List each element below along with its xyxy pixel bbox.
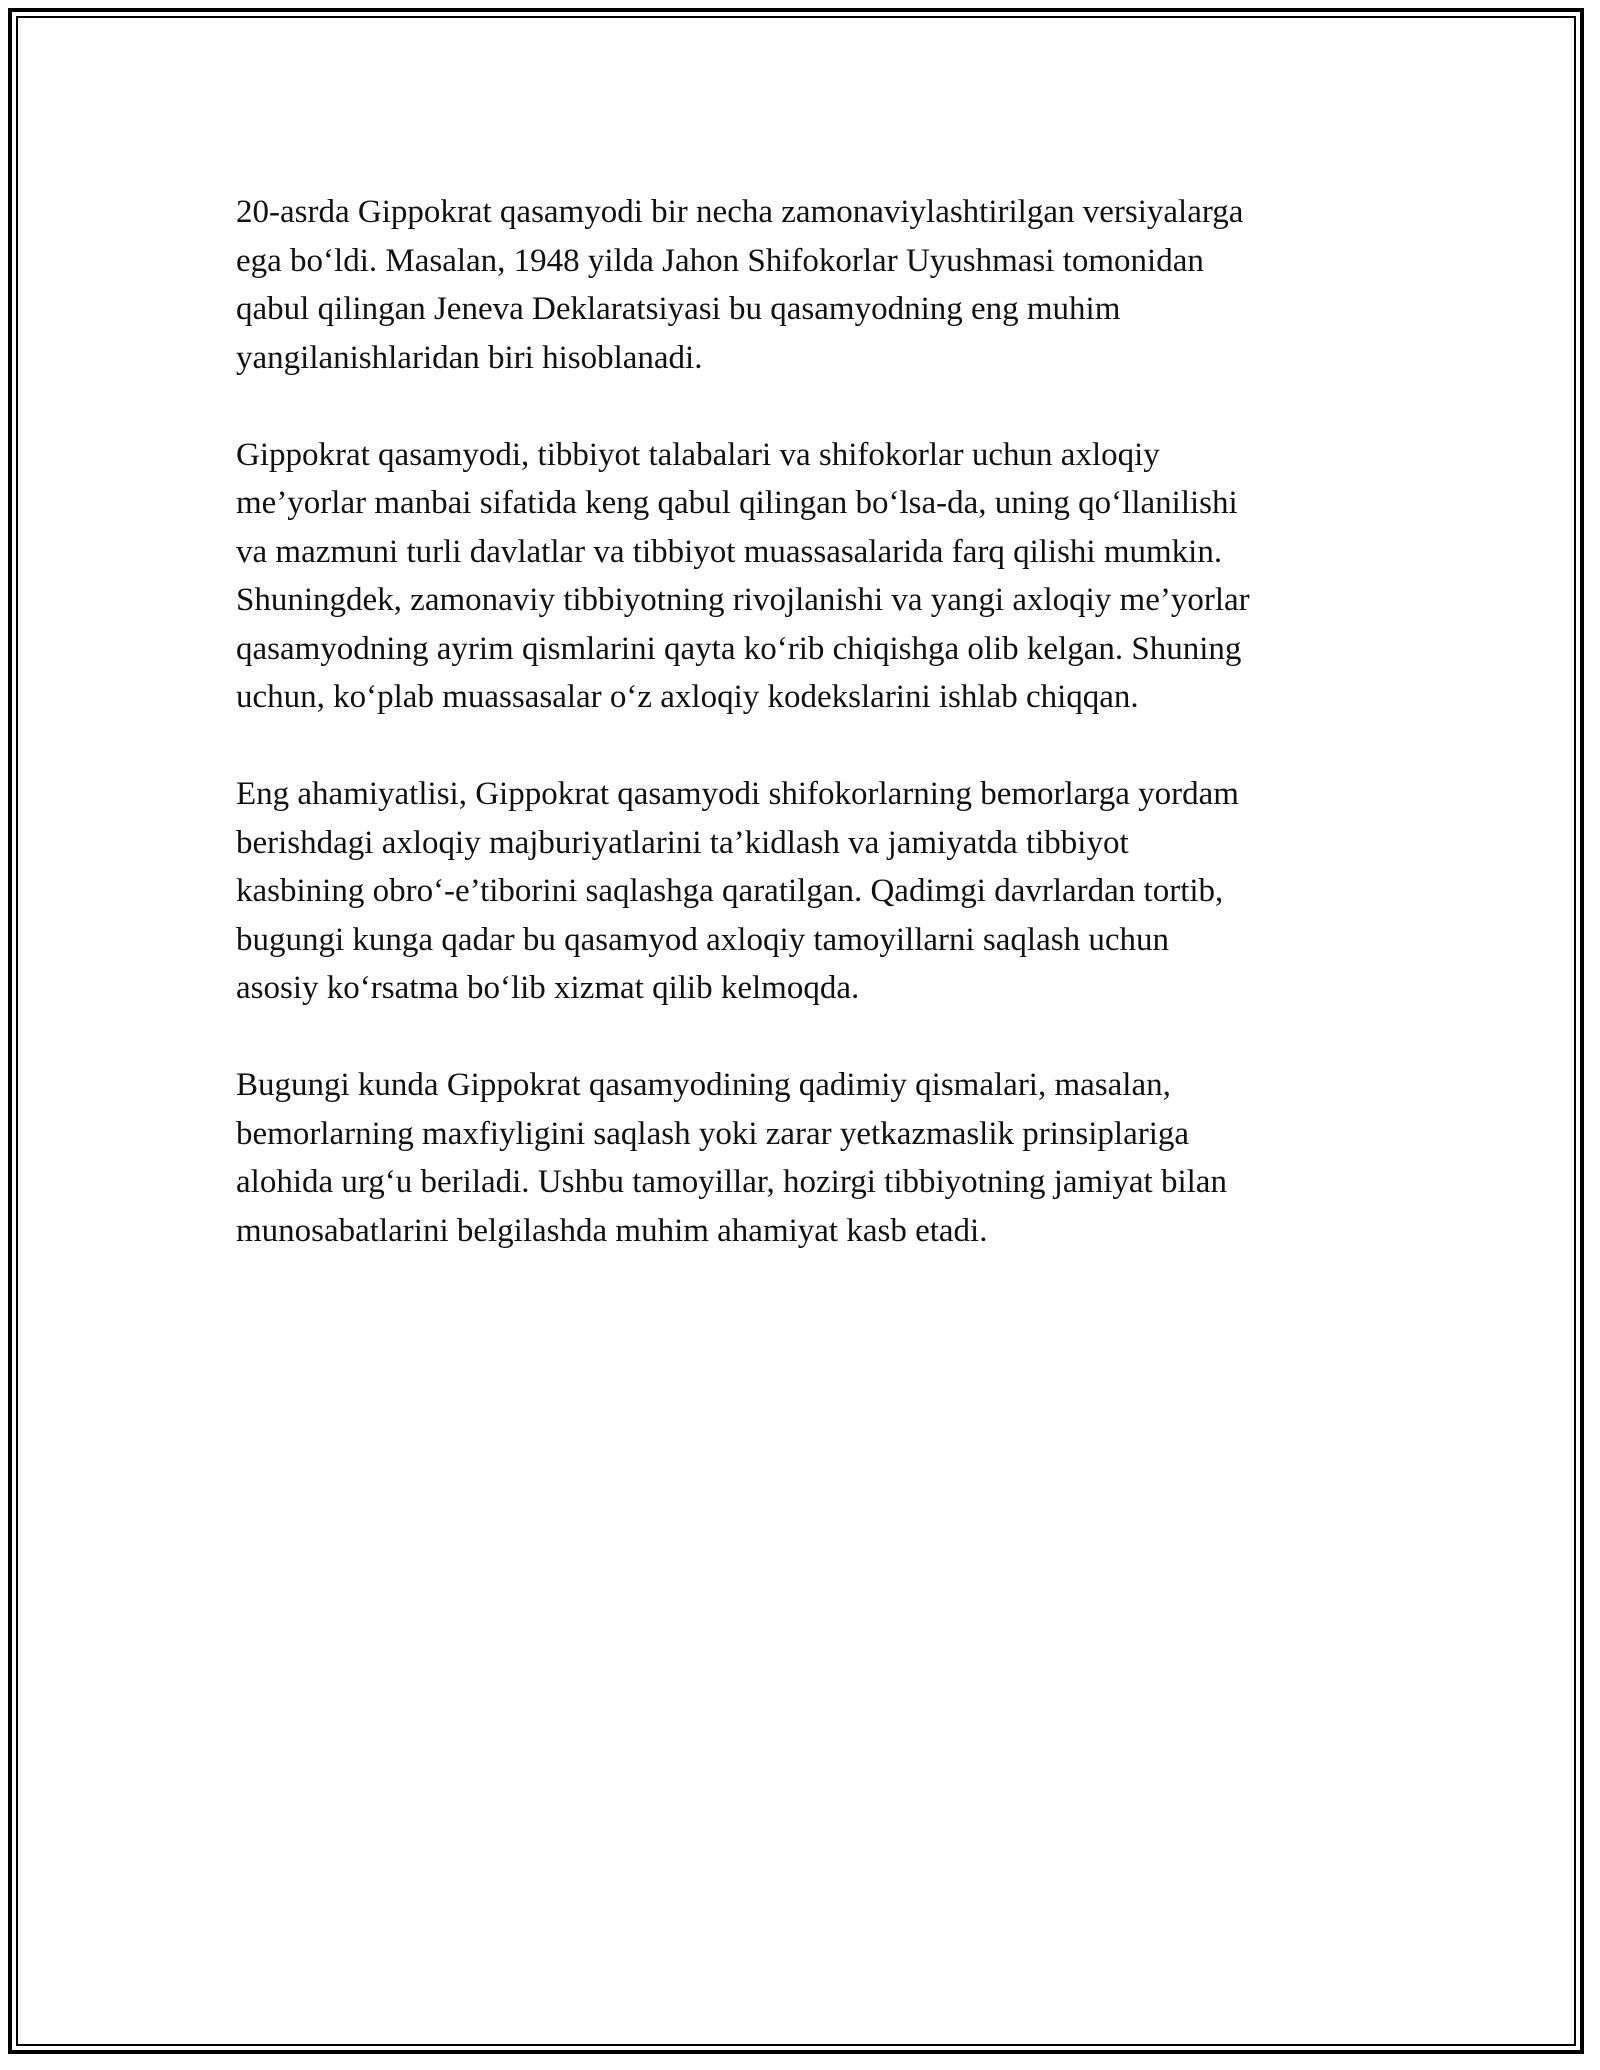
- paragraph-1: 20-asrda Gippokrat qasamyodi bir necha zamonaviylashtirilgan versiyalarga ega bo‘ldi. Masalan, 1948 yilda Jahon Shifokorlar Uyushmasi tomonidan qabul qilingan Jeneva Deklaratsiyasi bu qasamyodning eng muhim yangilanishlaridan biri hisoblanadi.: [236, 194, 1244, 376]
- paragraph-2: Gippokrat qasamyodi, tibbiyot talabalari va shifokorlar uchun axloqiy me’yorlar manbai sifatida keng qabul qilingan bo‘lsa-da, uning qo‘llanilishi va mazmuni turli davlatlar va tibbiyot muassasalarida farq qilishi mumkin. Shuningdek, zamonaviy tibbiyotning rivojlanishi va yangi axloqiy me’yorlar qasamyodning ayrim qismlarini qayta ko‘rib chiqishga olib kelgan. Shuning uchun, ko‘plab muassasalar o‘z axloqiy kodekslarini ishlab chiqqan.: [236, 436, 1250, 715]
- paragraph-3: Eng ahamiyatlisi, Gippokrat qasamyodi shifokorlarning bemorlarga yordam berishdagi axloqiy majburiyatlarini ta’kidlash va jamiyatda tibbiyot kasbining obro‘-e’tiborini saqlashga qaratilgan. Qadimgi davrlardan tortib, bugungi kunga qadar bu qasamyod axloqiy tamoyillarni saqlash uchun asosiy ko‘rsatma bo‘lib xizmat qilib kelmoqda.: [236, 776, 1239, 1006]
- document-body: [236, 188, 1366, 1304]
- paragraph-4: Bugungi kunda Gippokrat qasamyodining qadimiy qismalari, masalan, bemorlarning maxfiyligini saqlash yoki zarar yetkazmaslik prinsiplariga alohida urg‘u beriladi. Ushbu tamoyillar, hozirgi tibbiyotning jamiyat bilan munosabatlarini belgilashda muhim ahamiyat kasb etadi.: [236, 1067, 1227, 1249]
